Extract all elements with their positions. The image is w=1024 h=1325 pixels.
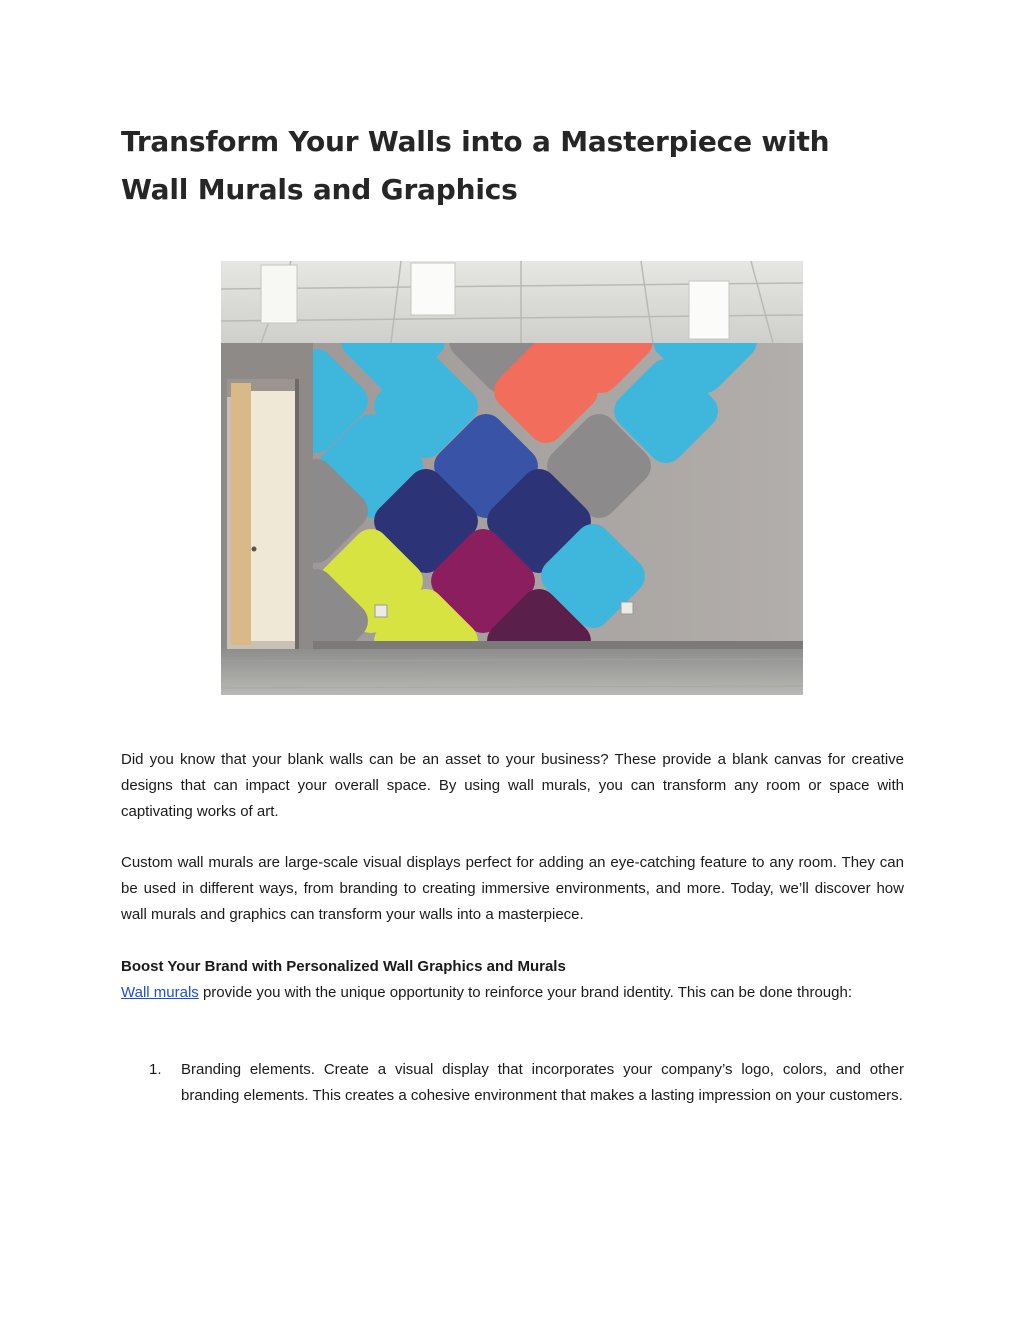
brand-paragraph [121, 980, 904, 1006]
section-heading: Boost Your Brand with Personalized Wall Graphics and Murals [121, 958, 566, 975]
branding-list [121, 1057, 904, 1109]
wall-murals-link[interactable]: Wall murals [121, 984, 199, 1001]
brand-paragraph-text: provide you with the unique opportunity to reinforce your brand identity. This can be done through: [198, 984, 852, 1001]
article-title: Transform Your Walls into a Masterpiece with Wall Murals and Graphics [121, 125, 830, 206]
list-item [121, 1057, 904, 1109]
custom-murals-paragraph: Custom wall murals are large-scale visual displays perfect for adding an eye-catching feature to any room. They can be used in different ways, from branding to creating immersive environments, and more. Today, we’ll discover how wall murals and graphics can transform your walls into a masterpiece. [121, 854, 904, 923]
intro-paragraph: Did you know that your blank walls can be an asset to your business? These provide a blank canvas for creative designs that can impact your overall space. By using wall murals, you can transform any room or space with captivating works of art. [121, 751, 904, 820]
list-item-number: 1. [149, 1061, 162, 1078]
list-item-text: Branding elements. Create a visual display that incorporates your company’s logo, colors, and other branding elements. This creates a cohesive environment that makes a lasting impression on your customers. [181, 1061, 904, 1104]
wall-mural-photo [221, 261, 803, 695]
